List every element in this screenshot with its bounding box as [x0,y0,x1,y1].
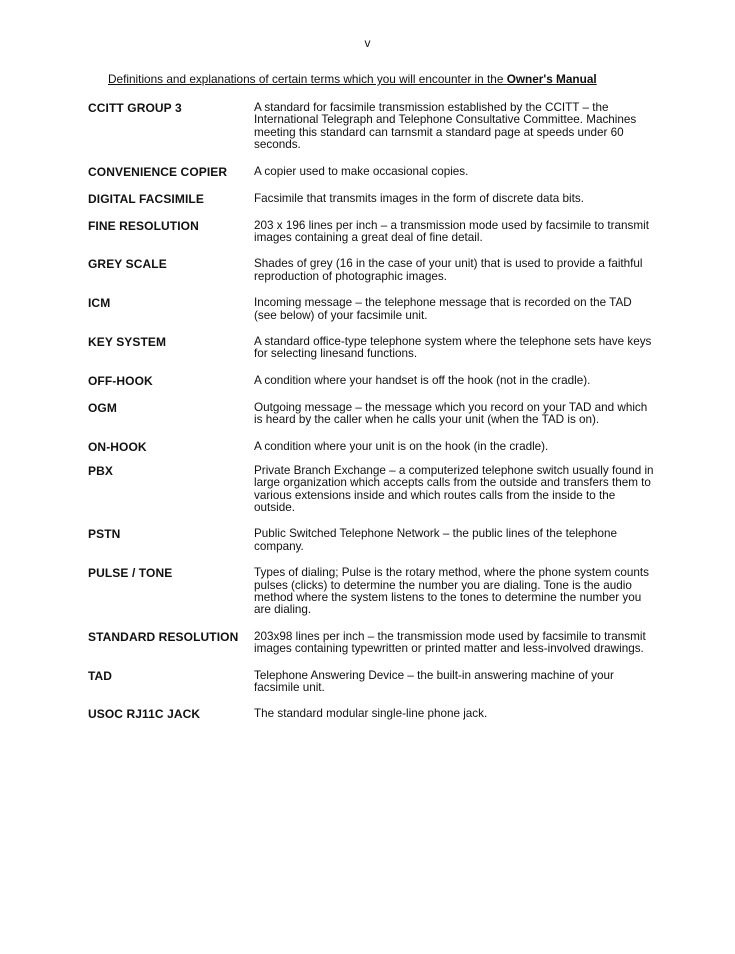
glossary-entry-ogm [88,402,688,427]
glossary-definition: Public Switched Telephone Network – the public lines of the telephone company. [254,527,617,553]
glossary-definition: A copier used to make occasional copies. [254,164,469,178]
glossary-definition: Types of dialing; Pulse is the rotary method, where the phone system counts pulses (clicks) to determine the number you are dialing. Tone is the audio method where the system listens to the tones to determine the number you are dialing. [254,566,649,617]
glossary-term: USOC RJ11C JACK [88,707,201,722]
glossary-definition: A standard for facsimile transmission established by the CCITT – the International Telegraph and Telephone Consultative Committee. Machines meeting this standard can tarnsmit a standard page at speeds under 60 seconds. [254,101,637,152]
glossary-entry-grey-scale [88,258,688,283]
glossary-entry-off-hook [88,375,688,388]
glossary-term: KEY SYSTEM [88,335,167,350]
glossary-definition: Shades of grey (16 in the case of your unit) that is used to provide a faithful reproduction of photographic images. [254,257,643,283]
glossary-term: GREY SCALE [88,257,167,272]
glossary-entry-on-hook [88,441,688,454]
glossary-term: DIGITAL FACSIMILE [88,191,204,206]
glossary-entry-digital-facsimile [88,193,688,206]
intro-line [108,72,597,86]
intro-emphasis: Owner's Manual [506,72,597,86]
glossary-term: CONVENIENCE COPIER [88,164,228,179]
glossary-definition: The standard modular single-line phone jack. [254,707,488,721]
glossary-entry-ccitt-group-3 [88,102,688,152]
glossary-entry-icm [88,297,688,322]
glossary-entry-fine-resolution [88,220,688,245]
glossary-entry-standard-resolution [88,631,688,656]
glossary-definition: A standard office-type telephone system where the telephone sets have keys for selecting linesand functions. [254,335,652,361]
glossary-definition: Telephone Answering Device – the built-in answering machine of your facsimile unit. [254,668,614,694]
glossary-term: OFF-HOOK [88,373,153,388]
glossary-list [88,102,688,721]
glossary-definition: A condition where your handset is off the hook (not in the cradle). [254,373,591,387]
glossary-entry-convenience-copier [88,166,688,179]
intro-text: Definitions and explanations of certain terms which you will encounter in the [108,72,507,86]
glossary-definition: Incoming message – the telephone message that is recorded on the TAD (see below) of your facsimile unit. [254,296,632,322]
glossary-definition: 203 x 196 lines per inch – a transmission mode used by facsimile to transmit images containing a great deal of fine detail. [254,218,649,245]
glossary-term: PULSE / TONE [88,566,173,581]
glossary-entry-pbx [88,465,688,515]
glossary-definition: Outgoing message – the message which you record on your TAD and which is heard by the caller when he calls your unit (when the TAD is on). [254,400,648,427]
glossary-entry-tad [88,670,688,695]
glossary-term: FINE RESOLUTION [88,218,199,233]
glossary-entry-pstn [88,528,688,553]
glossary-term: ICM [88,296,111,311]
glossary-definition: Private Branch Exchange – a computerized telephone switch usually found in large organization which accepts calls from the outside and transfers them to various extensions inside and which routes calls from the inside to the outside. [254,463,654,514]
glossary-entry-pulse-tone [88,567,688,617]
glossary-definition: 203x98 lines per inch – the transmission mode used by facsimile to transmit images containing typewritten or printed matter and less-involved drawings. [254,629,646,656]
glossary-term: PSTN [88,527,121,542]
glossary-term: TAD [88,668,113,683]
glossary-entry-usoc-rj11c-jack [88,708,688,721]
glossary-term: CCITT GROUP 3 [88,101,182,115]
glossary-term: PBX [88,463,113,478]
glossary-term: STANDARD RESOLUTION [88,629,239,644]
glossary-term: OGM [88,400,117,415]
glossary-definition: Facsimile that transmits images in the form of discrete data bits. [254,191,584,205]
glossary-definition: A condition where your unit is on the hook (in the cradle). [254,439,549,453]
page-number: v [364,36,371,50]
glossary-term: ON-HOOK [88,439,147,454]
glossary-entry-key-system [88,336,688,361]
